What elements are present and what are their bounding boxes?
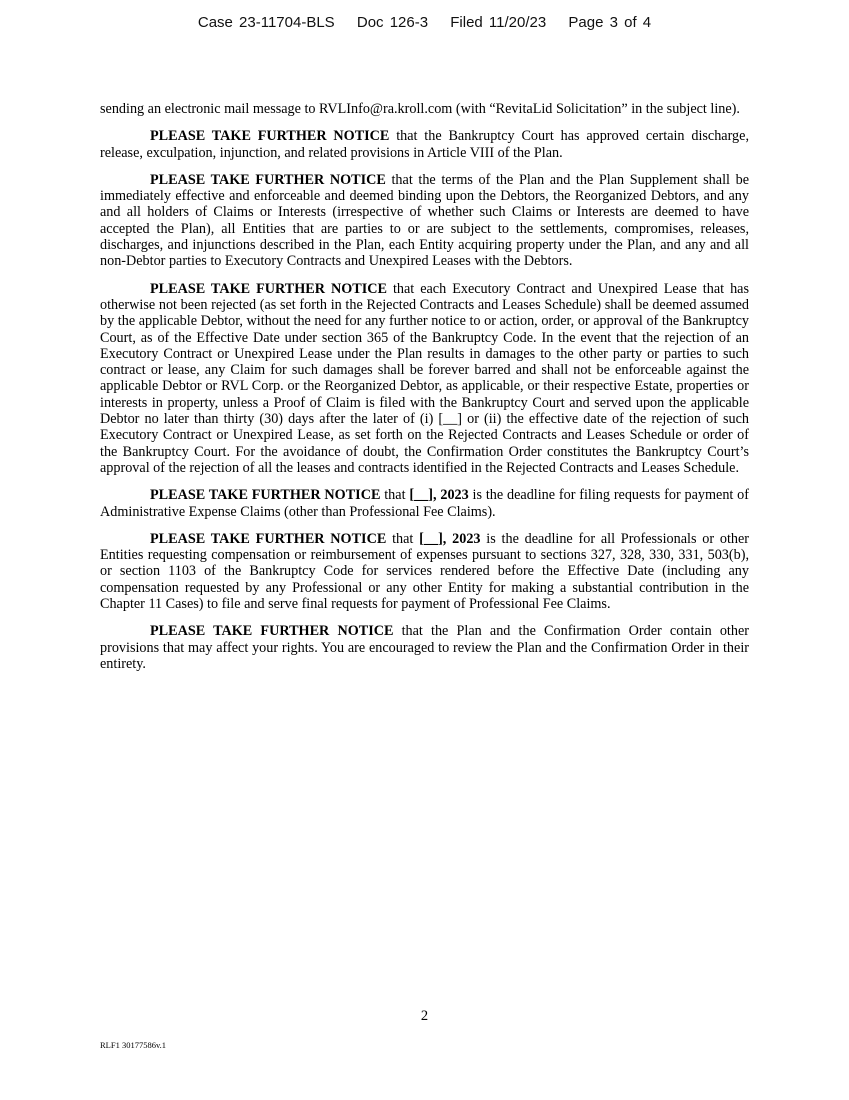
notice-lead: PLEASE TAKE FURTHER NOTICE	[150, 487, 381, 504]
paragraph-continuation: sending an electronic mail message to RVLInfo@ra.kroll.com (with “RevitaLid Solicitation” in the subject line).	[100, 101, 740, 117]
deadline-date: [__], 2023	[419, 530, 481, 547]
page-number: 2	[420, 1008, 429, 1024]
document-body	[100, 101, 749, 683]
case-number: Case 23-11704-BLS	[197, 14, 335, 31]
paragraph-notice-admin-claims-deadline: PLEASE TAKE FURTHER NOTICE that [__], 2023 is the deadline for filing requests for payment of Administrative Expense Claims (other than Professional Fee Claims).	[100, 487, 749, 520]
document-id: RLF1 30177586v.1	[100, 1040, 167, 1050]
notice-lead: PLEASE TAKE FURTHER NOTICE	[150, 171, 386, 188]
paragraph-notice-other-provisions: PLEASE TAKE FURTHER NOTICE that the Plan and the Confirmation Order contain other provisions that may affect your rights. You are encouraged to review the Plan and the Confirmation Order in their entirety.	[100, 623, 749, 672]
paragraph-notice-professional-fee-deadline: PLEASE TAKE FURTHER NOTICE that [__], 2023 is the deadline for all Professionals or other Entities requesting compensation or reimbursement of expenses pursuant to sections 327, 328, 330, 331, 503(b), or section 1103 of the Bankruptcy Code for services rendered before the Effective Date (including any compensation requested by any Professional or any other Entity for making a substantial contribution in the Chapter 11 Cases) to file and serve final requests for payment of Professional Fee Claims.	[100, 530, 750, 613]
doc-number: Doc 126-3	[356, 14, 429, 31]
notice-lead: PLEASE TAKE FURTHER NOTICE	[150, 623, 394, 640]
page-indicator: Page 3 of 4	[568, 14, 652, 31]
court-filing-header	[0, 14, 849, 31]
notice-lead: PLEASE TAKE FURTHER NOTICE	[150, 280, 387, 297]
paragraph-notice-binding-effect: PLEASE TAKE FURTHER NOTICE that the terms of the Plan and the Plan Supplement shall be immediately effective and enforceable and deemed binding upon the Debtors, the Reorganized Debtors, and any and all holders of Claims or Interests (irrespective of whether such Claims or Interests are deemed to have accepted the Plan), all Entities that are parties to or are subject to the settlements, compromises, releases, discharges, and injunctions described in the Plan, each Entity acquiring property under the Plan, and any and all non-Debtor parties to Executory Contracts and Unexpired Leases with the Debtors.	[100, 171, 749, 270]
paragraph-notice-executory-contracts: PLEASE TAKE FURTHER NOTICE that each Executory Contract and Unexpired Lease that has otherwise not been rejected (as set forth in the Rejected Contracts and Leases Schedule) shall be deemed assumed by the applicable Debtor, without the need for any further notice to or action, order, or approval of the Bankruptcy Court, as of the Effective Date under section 365 of the Bankruptcy Code. In the event that the rejection of an Executory Contract or Unexpired Lease under the Plan results in damages to the other party or parties to such contract or lease, any Claim for such damages shall be forever barred and shall not be enforceable against the applicable Debtor or RVL Corp. or the Reorganized Debtor, as applicable, or their respective Estate, properties or interests in property, unless a Proof of Claim is filed with the Bankruptcy Court and served upon the applicable Debtor no later than thirty (30) days after the later of (i) [__] or (ii) the effective date of the rejection of such Executory Contract or Unexpired Lease, as set forth on the Rejected Contracts and Leases Schedule or order of the Bankruptcy Court. For the avoidance of doubt, the Confirmation Order constitutes the Bankruptcy Court’s approval of the rejection of all the leases and contracts identified in the Rejected Contracts and Leases Schedule.	[100, 280, 749, 476]
notice-lead: PLEASE TAKE FURTHER NOTICE	[150, 530, 387, 547]
paragraph-notice-releases: PLEASE TAKE FURTHER NOTICE that the Bankruptcy Court has approved certain discharge, release, exculpation, injunction, and related provisions in Article VIII of the Plan.	[100, 128, 749, 161]
notice-lead: PLEASE TAKE FURTHER NOTICE	[150, 128, 390, 145]
deadline-date: [__], 2023	[409, 487, 469, 504]
filed-date: Filed 11/20/23	[450, 14, 547, 31]
